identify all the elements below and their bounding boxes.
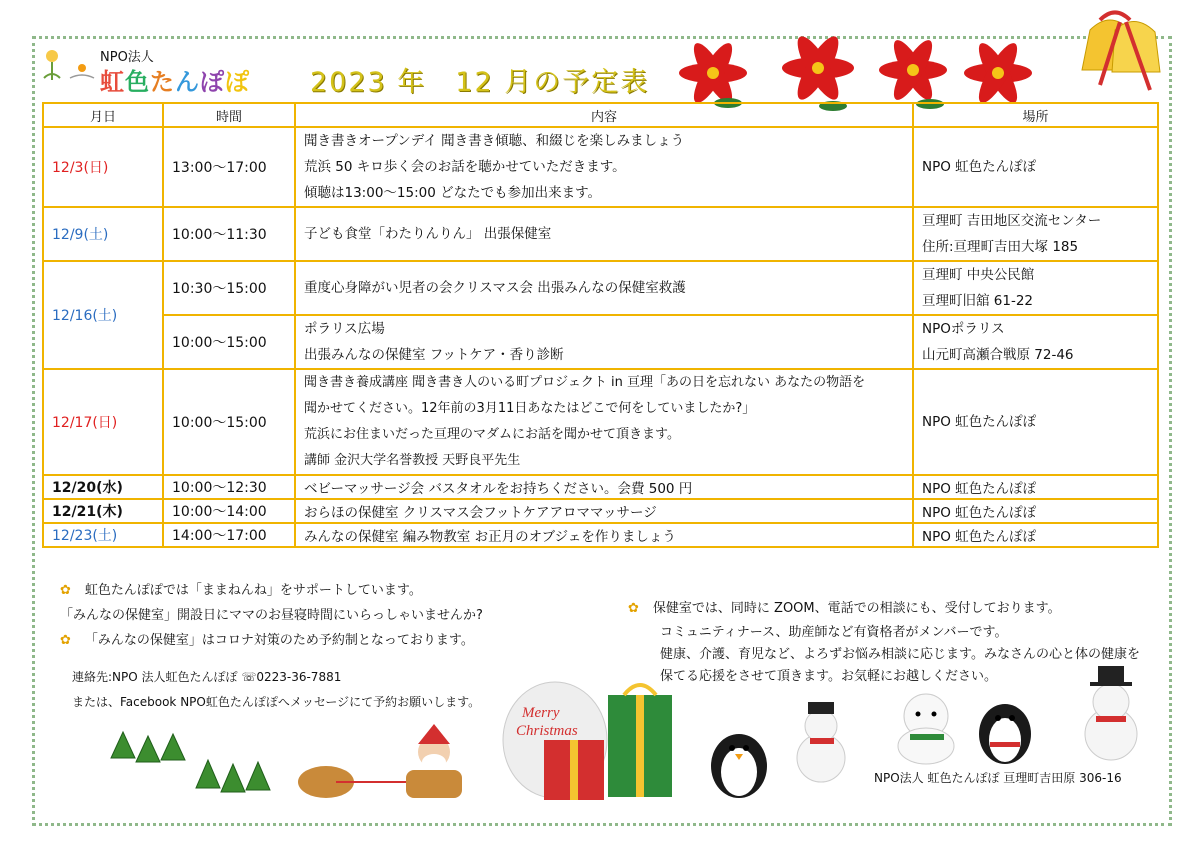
place-cell: NPO 虹色たんぽぽ — [913, 475, 1158, 499]
content-cell — [295, 369, 913, 475]
org-name — [100, 62, 250, 97]
content-line: 荒浜 50 キロ歩く会のお話を聴かせていただきます。 — [304, 159, 626, 175]
place-line: 亘理町 吉田地区交流センター — [922, 213, 1102, 229]
note-text: 虹色たんぽぽでは「ままねんね」をサポートしています。 — [84, 583, 422, 598]
date-cell: 12/3(日) — [43, 127, 163, 207]
note-text: 保健室では、同時に ZOOM、電話での相談にも、受付しております。 — [652, 601, 1061, 616]
table-row — [43, 499, 1158, 523]
penguin-icon — [705, 720, 773, 800]
contact-phone: 連絡先:NPO 法人虹色たんぽぽ ☏0223-36-7881 — [72, 670, 342, 684]
penguin-icon — [972, 694, 1038, 766]
header-time: 時間 — [163, 103, 295, 127]
flower-bullet-icon: ✿ — [628, 601, 639, 616]
time-cell: 10:00〜15:00 — [163, 369, 295, 475]
note-left-2: 「みんなの保健室」開設日にママのお昼寝時間にいらっしゃいませんか? — [60, 608, 483, 623]
content-line: 出張みんなの保健室 フットケア・香り診断 — [304, 347, 564, 363]
org-name-char: 虹 — [100, 68, 125, 96]
content-line: 聞かせてください。12年前の3月11日あなたはどこで何をしていましたか?」 — [304, 401, 756, 416]
place-line: 亘理町 中央公民館 — [922, 267, 1035, 283]
time-cell: 10:00〜15:00 — [163, 315, 295, 369]
schedule-table — [42, 102, 1159, 548]
content-cell — [295, 261, 913, 315]
place-cell — [913, 315, 1158, 369]
note-right-1 — [628, 596, 1061, 621]
header-content: 内容 — [295, 103, 913, 127]
place-cell — [913, 261, 1158, 315]
place-line: 住所:亘理町吉田大塚 185 — [922, 239, 1079, 255]
page-title: 2023 年 12 月の予定表 — [310, 67, 650, 98]
date-cell: 12/9(土) — [43, 207, 163, 261]
place-line: 山元町高瀬合戦原 72-46 — [922, 347, 1074, 363]
content-line: 子ども食堂「わたりんりん」 出張保健室 — [304, 226, 552, 242]
content-cell: おらほの保健室 クリスマス会フットケアアロママッサージ — [295, 499, 913, 523]
time-cell: 13:00〜17:00 — [163, 127, 295, 207]
org-name-char: 色 — [125, 68, 150, 96]
content-line: ポラリス広場 — [304, 321, 385, 337]
place-cell — [913, 127, 1158, 207]
table-row — [43, 369, 1158, 475]
bell-icon — [1060, 0, 1170, 100]
polar-bear-icon — [890, 688, 962, 766]
table-row — [43, 207, 1158, 261]
gift-bag-icon — [500, 645, 680, 805]
note-right-4: 保てる応援をさせて頂きます。お気軽にお越しください。 — [660, 669, 997, 684]
content-line: 聞き書きオープンデイ 聞き書き傾聴、和綴じを楽しみましょう — [304, 133, 685, 149]
time-cell: 10:00〜12:30 — [163, 475, 295, 499]
table-row — [43, 315, 1158, 369]
content-cell: みんなの保健室 編み物教室 お正月のオブジェを作りましょう — [295, 523, 913, 547]
bag-text-1: Merry — [522, 705, 560, 721]
time-cell: 14:00〜17:00 — [163, 523, 295, 547]
place-cell: NPO 虹色たんぽぽ — [913, 523, 1158, 547]
note-left-1 — [60, 578, 422, 603]
place-line: 亘理町旧舘 61-22 — [922, 293, 1034, 309]
org-type: NPO法人 — [100, 50, 154, 65]
santa-sleigh-icon — [296, 722, 472, 806]
place-cell — [913, 207, 1158, 261]
table-row — [43, 475, 1158, 499]
content-line: 傾聴は13:00〜15:00 どなたでも参加出来ます。 — [304, 185, 602, 201]
time-cell: 10:00〜11:30 — [163, 207, 295, 261]
contact-facebook: または、Facebook NPO虹色たんぽぽへメッセージにて予約お願いします。 — [72, 695, 481, 709]
place-cell: NPO 虹色たんぽぽ — [913, 499, 1158, 523]
org-name-char: た — [150, 68, 175, 96]
date-cell: 12/16(土) — [43, 261, 163, 369]
content-line: 講師 金沢大学名誉教授 天野良平先生 — [304, 453, 521, 468]
christmas-trees-icon — [108, 730, 278, 800]
content-line: 荒浜にお住まいだった亘理のマダムにお話を聞かせて頂きます。 — [304, 427, 680, 442]
date-cell: 12/23(土) — [43, 523, 163, 547]
header-place: 場所 — [913, 103, 1158, 127]
place-line: NPOポラリス — [922, 321, 1005, 337]
time-cell: 10:30〜15:00 — [163, 261, 295, 315]
snowman-icon — [792, 698, 850, 784]
org-name-char: ぽ — [225, 68, 250, 96]
table-header-row — [43, 103, 1158, 127]
date-cell: 12/20(水) — [43, 475, 163, 499]
flower-bullet-icon: ✿ — [60, 583, 71, 598]
note-right-3: 健康、介護、育児など、よろずお悩み相談に応じます。みなさんの心と体の健康を — [660, 647, 1140, 662]
date-cell: 12/17(日) — [43, 369, 163, 475]
flower-bullet-icon: ✿ — [60, 633, 71, 648]
content-cell: ベビーマッサージ会 バスタオルをお持ちください。会費 500 円 — [295, 475, 913, 499]
org-name-char: ん — [175, 68, 200, 96]
date-cell: 12/21(木) — [43, 499, 163, 523]
content-line: 聞き書き養成講座 聞き書き人のいる町プロジェクト in 亘理「あの日を忘れない あなたの物語を — [304, 375, 866, 390]
table-row — [43, 261, 1158, 315]
place-line: NPO 虹色たんぽぽ — [922, 159, 1037, 175]
content-line: 重度心身障がい児者の会クリスマス会 出張みんなの保健室救護 — [304, 280, 686, 296]
table-row — [43, 127, 1158, 207]
note-text: 「みんなの保健室」はコロナ対策のため予約制となっております。 — [84, 633, 474, 648]
org-name-char: ぽ — [200, 68, 225, 96]
dandelion-logo-icon — [40, 44, 96, 84]
content-cell — [295, 315, 913, 369]
content-cell — [295, 127, 913, 207]
content-cell — [295, 207, 913, 261]
bag-text-2: Christmas — [516, 723, 578, 739]
note-right-2: コミュニティナース、助産師など有資格者がメンバーです。 — [660, 625, 1008, 640]
note-left-3 — [60, 628, 474, 653]
place-line: NPO 虹色たんぽぽ — [922, 414, 1037, 430]
footer-address: NPO法人 虹色たんぽぽ 亘理町吉田原 306-16 — [874, 771, 1122, 785]
place-cell — [913, 369, 1158, 475]
header-date: 月日 — [43, 103, 163, 127]
snowman-hat-icon — [1080, 660, 1142, 762]
time-cell: 10:00〜14:00 — [163, 499, 295, 523]
table-row — [43, 523, 1158, 547]
